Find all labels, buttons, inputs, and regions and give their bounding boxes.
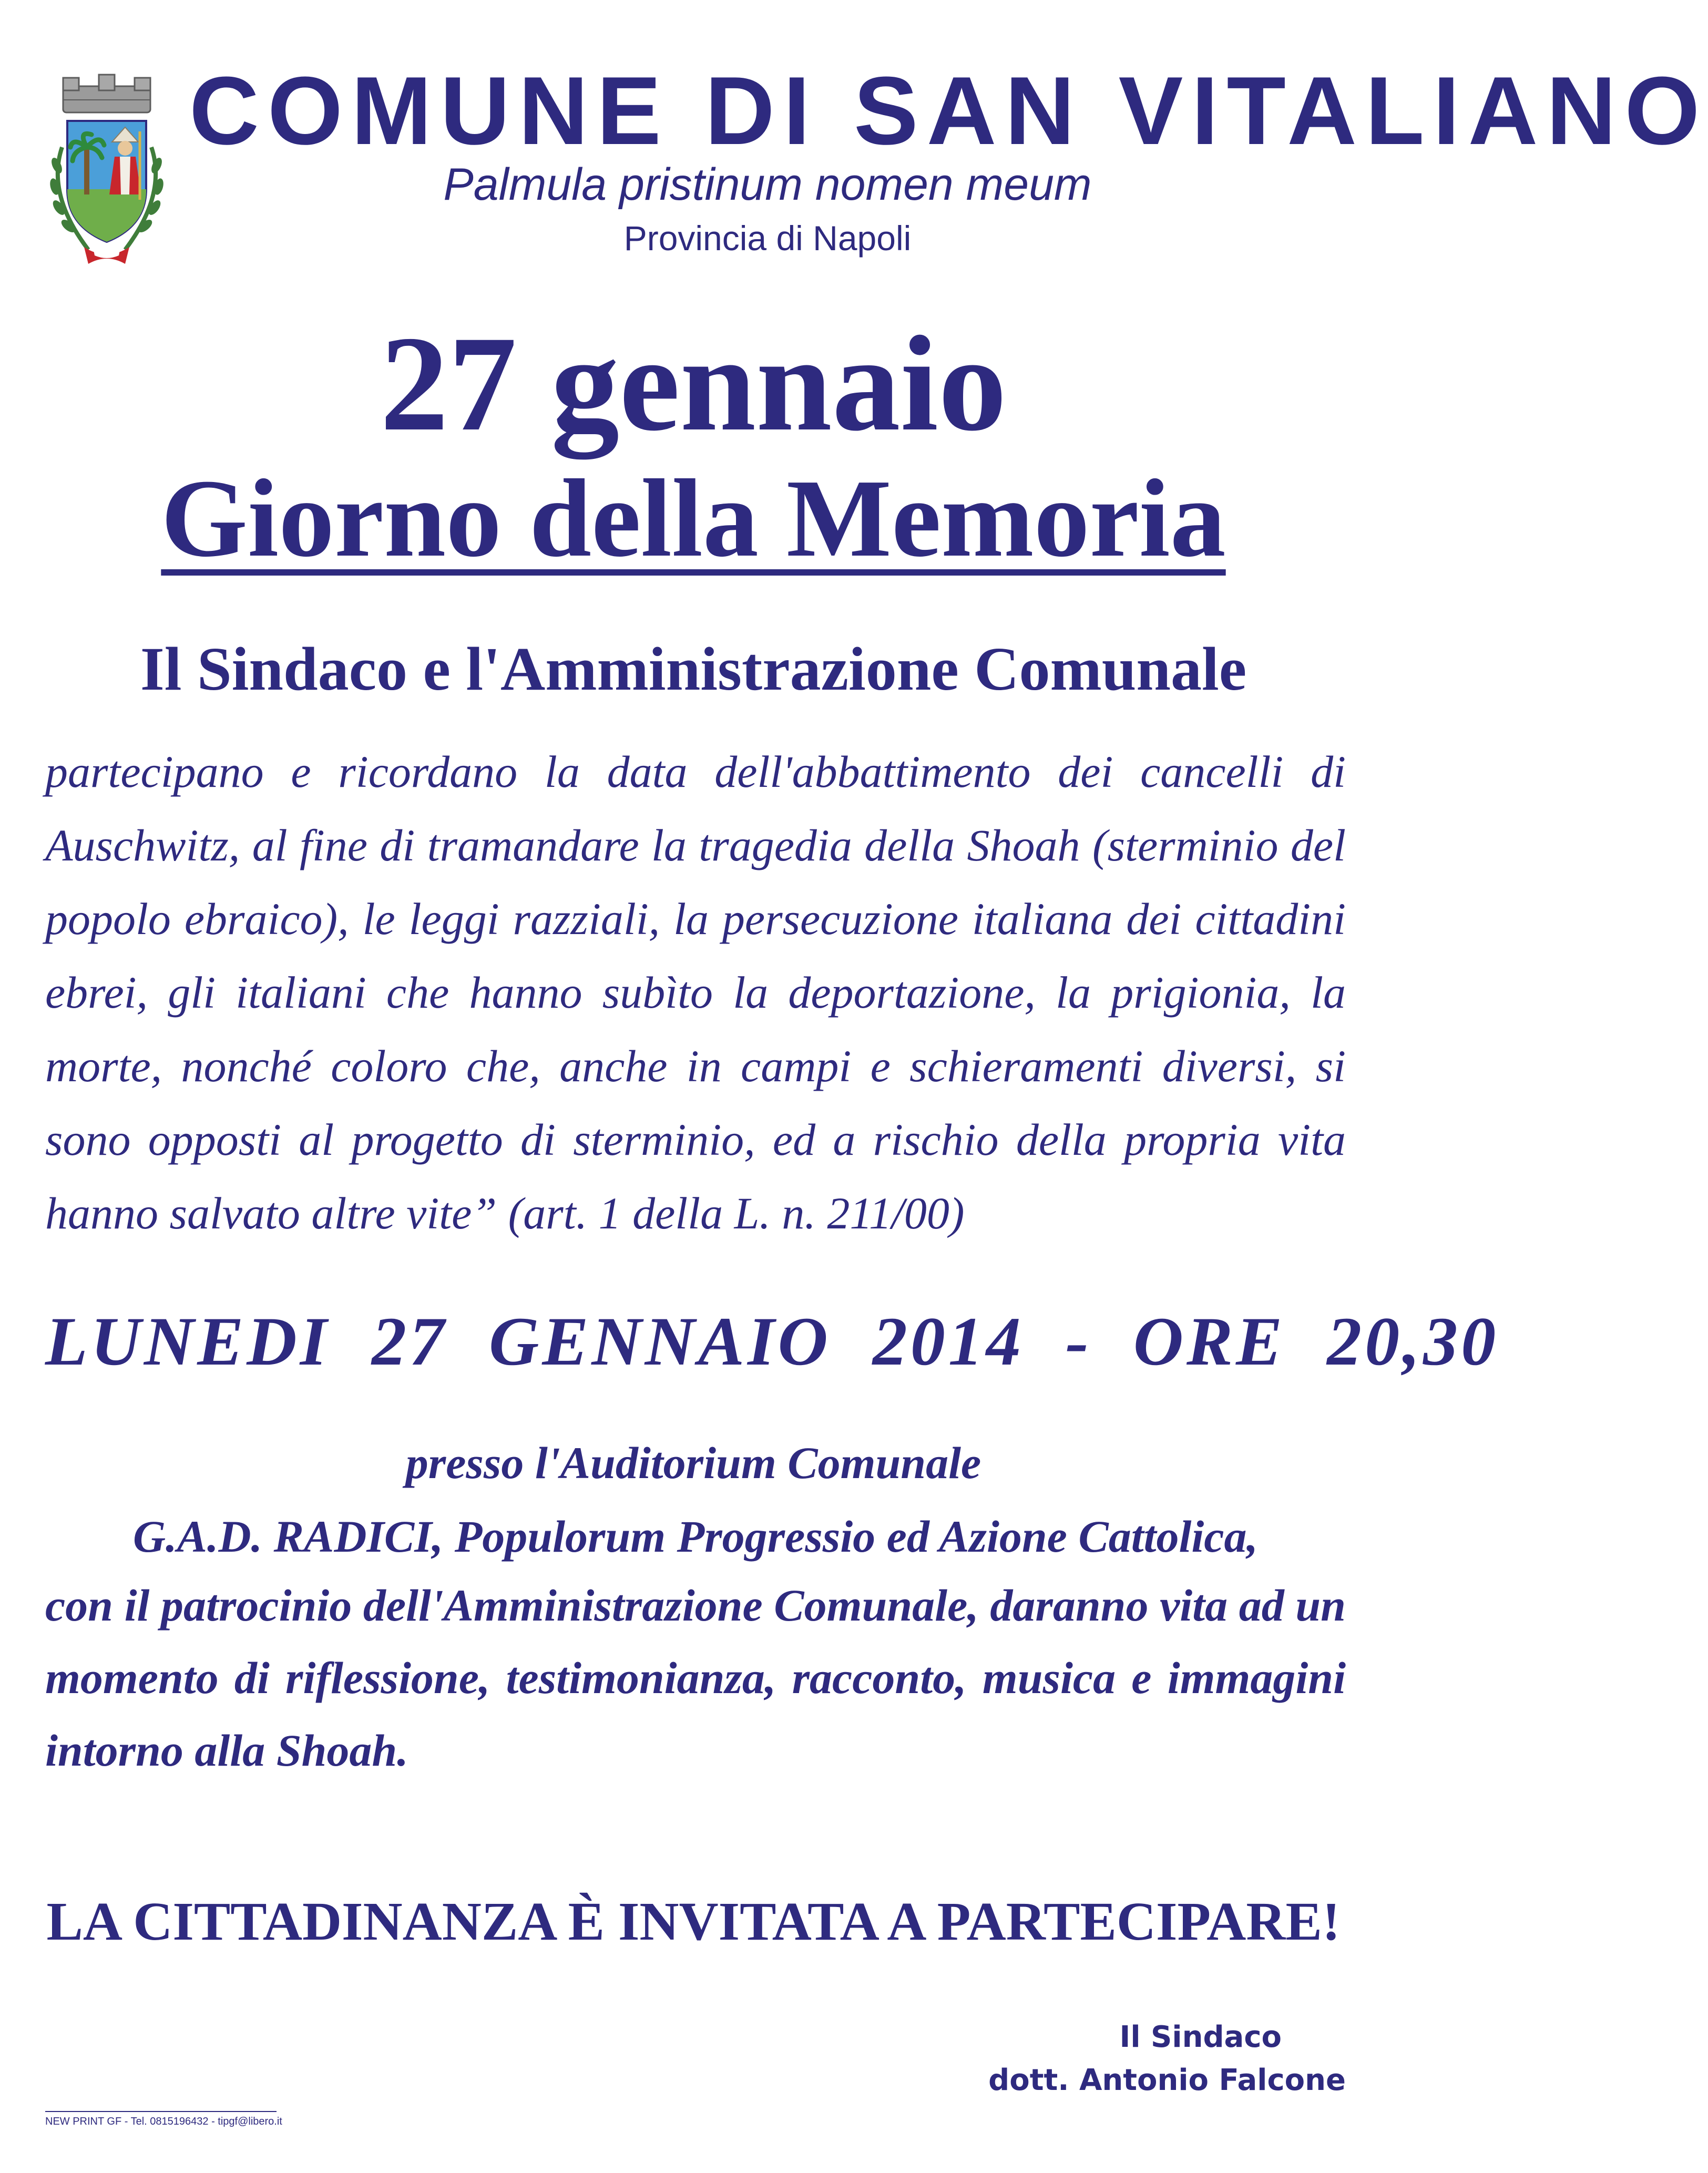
invitation-banner: LA CITTADINANZA È INVITATA A PARTECIPARE!: [46, 1891, 1341, 1952]
province-label: Provincia di Napoli: [623, 219, 912, 258]
event-venue: presso l'Auditorium Comunale: [405, 1438, 981, 1488]
commemoration-body-text: partecipano e ricordano la data dell'abbattimento dei cancelli di Auschwitz, al fine di tramandare la tragedia della Shoah (sterminio del popolo ebraico), le leggi razziali, la persecuzione italiana dei cittadini ebrei, gli italiani che hanno subìto la deportazione, la prigionia, la morte, nonché coloro che, anche in campi e schieramenti diversi, si sono opposti al progetto di sterminio, ed a rischio della propria vita hanno salvato altre vite” (art. 1 della L. n. 211/00): [45, 746, 1346, 1238]
footer-divider: [45, 2111, 277, 2112]
subtitle-authority: Il Sindaco e l'Amministrazione Comunale: [140, 634, 1247, 703]
headline-date: 27 gennaio: [380, 308, 1007, 459]
municipal-motto: Palmula pristinum nomen meum: [443, 159, 1092, 210]
municipal-coat-of-arms-icon: [41, 68, 172, 268]
municipality-title: COMUNE DI SAN VITALIANO: [189, 56, 1708, 165]
signature-role: Il Sindaco: [1119, 2020, 1282, 2054]
headline-event-title: Giorno della Memoria: [161, 456, 1226, 580]
event-date-time: LUNEDI 27 GENNAIO 2014 - ORE 20,30: [45, 1303, 1499, 1380]
event-description: con il patrocinio dell'Amministrazione Comunale, daranno vita ad un momento di riflessione, testimonianza, racconto, musica e immagini intorno alla Shoah.: [45, 1580, 1346, 1776]
print-credit: NEW PRINT GF - Tel. 0815196432 - tipgf@libero.it: [45, 2116, 282, 2127]
signature-name: dott. Antonio Falcone: [988, 2063, 1346, 2097]
event-organizers: G.A.D. RADICI, Populorum Progressio ed Azione Cattolica,: [133, 1511, 1258, 1562]
